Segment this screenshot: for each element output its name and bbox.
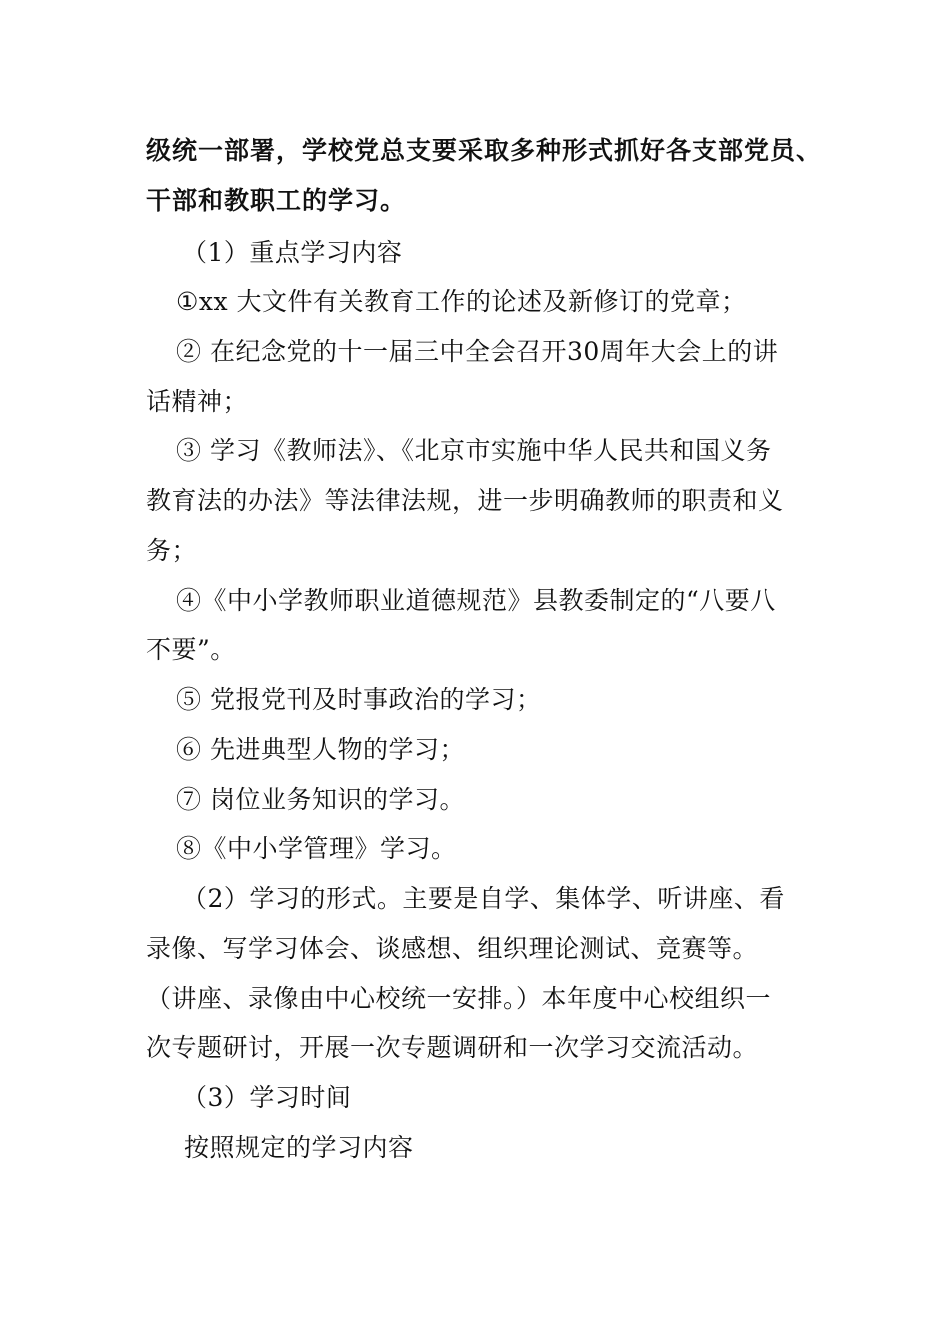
list-item-continuation: 不要”。 bbox=[146, 635, 236, 664]
paragraph-line: （讲座、录像由中心校统一安排。）本年度中心校组织一 bbox=[146, 984, 772, 1013]
paragraph-line: 干部和教职工的学习。 bbox=[146, 186, 407, 215]
list-item: ④《中小学教师职业道德规范》县教委制定的“八要八 bbox=[176, 586, 776, 615]
paragraph-line: （2）学习的形式。主要是自学、集体学、听讲座、看 bbox=[182, 884, 785, 913]
section-heading: （3）学习时间 bbox=[182, 1083, 352, 1112]
list-item-continuation: 教育法的办法》等法律法规，进一步明确教师的职责和义 bbox=[146, 486, 784, 515]
paragraph-line: 录像、写学习体会、谈感想、组织理论测试、竞赛等。 bbox=[146, 934, 759, 963]
list-item: ⑦ 岗位业务知识的学习。 bbox=[176, 785, 465, 814]
list-item: ③ 学习《教师法》、《北京市实施中华人民共和国义务 bbox=[176, 436, 772, 465]
paragraph-line: 按照规定的学习内容 bbox=[184, 1133, 414, 1162]
section-heading: （1）重点学习内容 bbox=[182, 238, 403, 267]
list-item: ② 在纪念党的十一届三中全会召开30周年大会上的讲 bbox=[176, 337, 779, 366]
paragraph-line: 次专题研讨，开展一次专题调研和一次学习交流活动。 bbox=[146, 1033, 759, 1062]
list-item: ⑤ 党报党刊及时事政治的学习； bbox=[176, 685, 542, 714]
list-item: ⑧《中小学管理》学习。 bbox=[176, 834, 457, 863]
list-item: ⑥ 先进典型人物的学习； bbox=[176, 735, 465, 764]
list-item-continuation: 话精神； bbox=[146, 387, 249, 416]
list-item-continuation: 务； bbox=[146, 536, 198, 565]
paragraph-line: 级统一部署，学校党总支要采取多种形式抓好各支部党员、 bbox=[146, 136, 823, 165]
list-item: ①xx 大文件有关教育工作的论述及新修订的党章； bbox=[176, 287, 747, 316]
